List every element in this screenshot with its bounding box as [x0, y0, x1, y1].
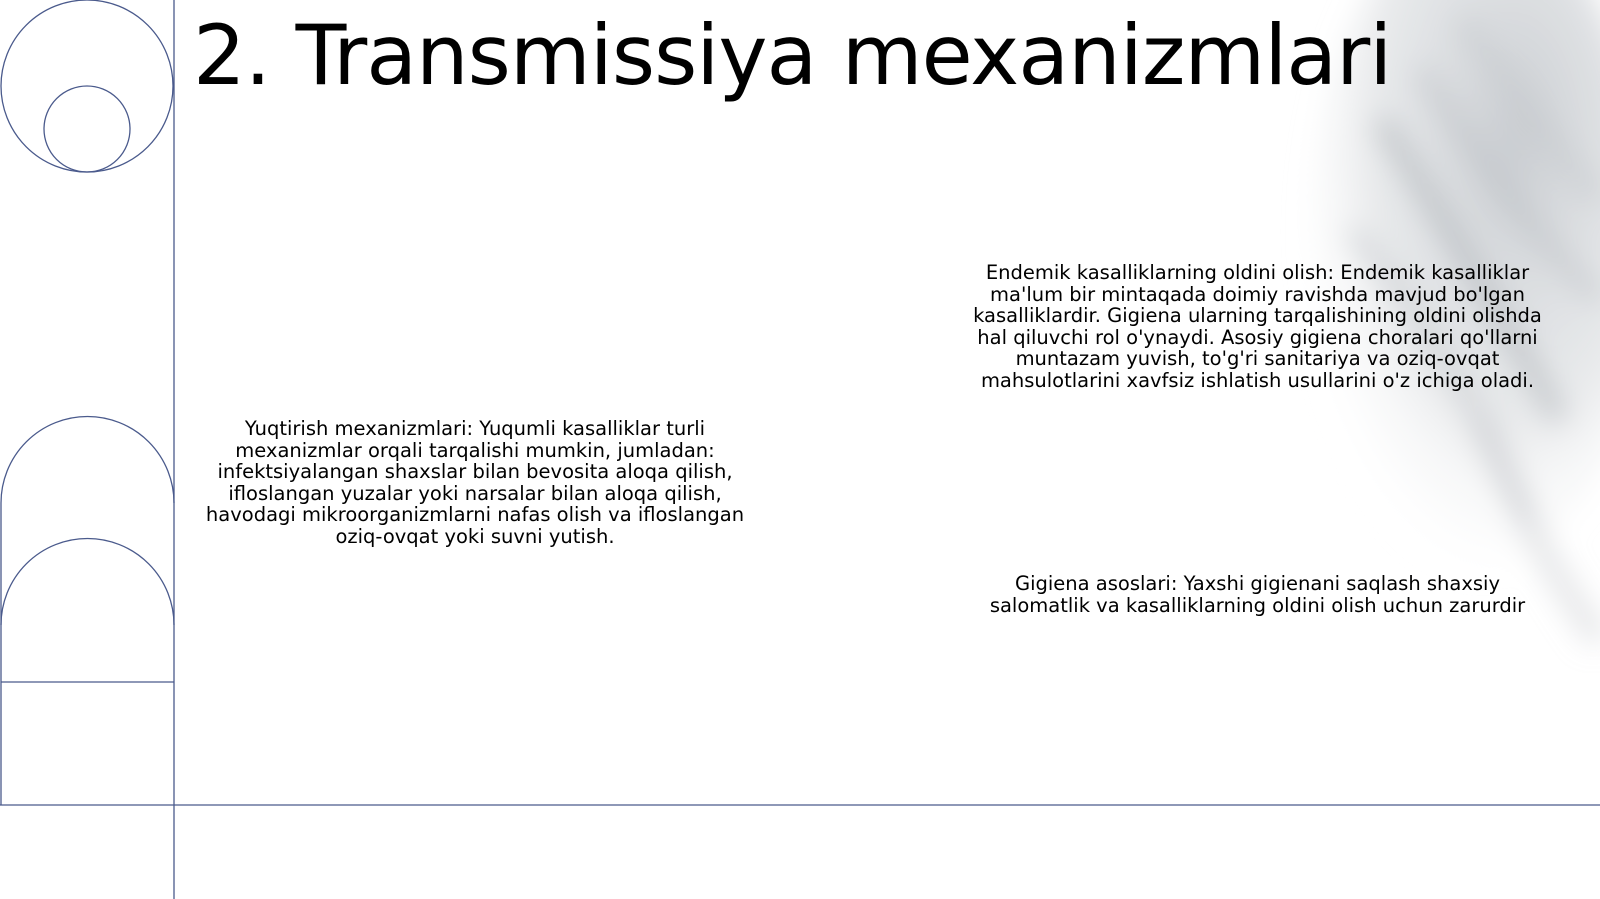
hygiene-basics-text: Gigiena asoslari: Yaxshi gigienani saqlash shaxsiy salomatlik va kasalliklarning oldini olish uchun zarurdir [989, 572, 1526, 617]
transmission-mechanisms-text: Yuqtirish mexanizmlari: Yuqumli kasalliklar turli mexanizmlar orqali tarqalishi mumkin, jumladan: infektsiyalangan shaxslar bilan bevosita aloqa qilish, ifloslangan yuzalar yoki narsalar bilan aloqa qilish, havodagi mikroorganizmlarni nafas olish va ifloslangan oziq-ovqat yoki suvni yutish. [205, 417, 745, 548]
endemic-prevention-text: Endemik kasalliklarning oldini olish: Endemik kasalliklar ma'lum bir mintaqada doimiy ravishda mavjud bo'lgan kasalliklardir. Gigiena ularning tarqalishining oldini olishda hal qiluvchi rol o'ynaydi. Asosiy gigiena choralari qo'llarni muntazam yuvish, to'g'ri sanitariya va oziq-ovqat mahsulotlarini xavfsiz ishlatish usullarini o'z ichiga oladi. [973, 261, 1542, 392]
slide-title: 2. Transmissiya mexanizmlari [193, 7, 1392, 104]
